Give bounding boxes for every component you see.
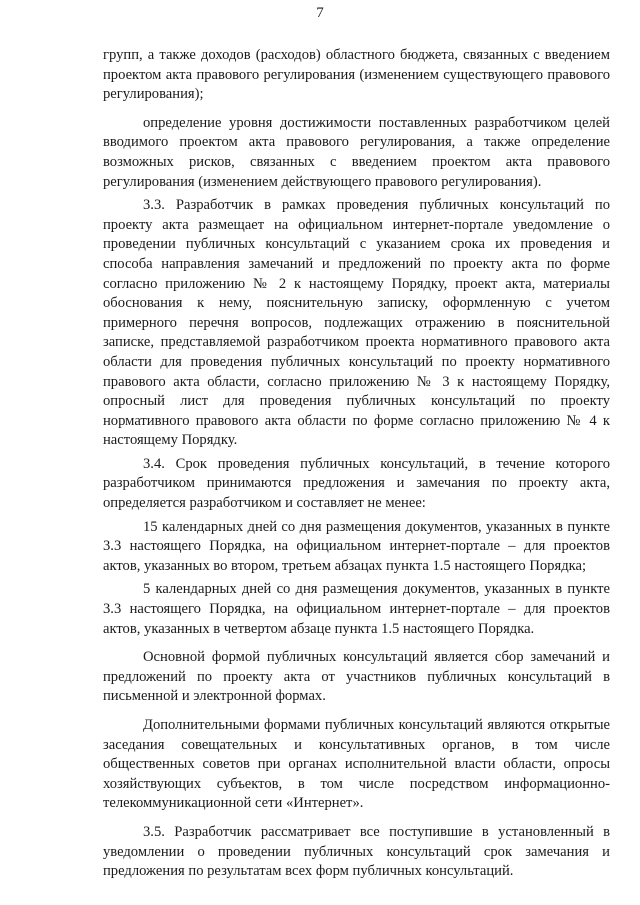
- document-body: [103, 46, 610, 882]
- paragraph-5-days: 5 календарных дней со дня размещения документов, указанных в пункте 3.3 настоящего Порядка, на официальном интернет-портале – для проектов актов, указанных в четвертом абзаце пункта 1.5 настоящего Порядка.: [103, 581, 610, 637]
- paragraph-15-days: 15 календарных дней со дня размещения документов, указанных в пункте 3.3 настоящего Порядка, на официальном интернет-портале – для проектов актов, указанных во втором, третьем абзацах пункта 1.5 настоящего Порядка;: [103, 518, 610, 574]
- paragraph-continuation: групп, а также доходов (расходов) областного бюджета, связанных с введением проектом акта правового регулирования (изменением существующего правового регулирования);: [103, 47, 610, 103]
- paragraph-3-4: 3.4. Срок проведения публичных консультаций, в течение которого разработчиком принимаются предложения и замечания по проекту акта, определяется разработчиком и составляет не менее:: [103, 455, 610, 512]
- paragraph-3-3: 3.3. Разработчик в рамках проведения публичных консультаций по проекту акта размещает на официальном интернет-портале уведомление о проведении публичных консультаций с указанием срока их проведения и способа направления замечаний и предложений по проекту акта по форме согласно приложению № 2 к настоящему Порядку, проект акта, материалы обоснования к нему, пояснительную записку, оформленную с учетом примерного перечня вопросов, подлежащих отражению в пояснительной записке, представляемой разработчиком проекта нормативного правового акта области для проведения публичных консультаций по проекту нормативного правового акта области, согласно приложению № 3 к настоящему Порядку, опросный лист для проведения публичных консультаций по проекту нормативного правового акта области по форме согласно приложению № 4 к настоящему Порядку.: [103, 197, 610, 449]
- paragraph-main-form: Основной формой публичных консультаций является сбор замечаний и предложений по проекту акта от участников публичных консультаций в письменной и электронной формах.: [103, 649, 610, 705]
- paragraph-additional-forms: Дополнительными формами публичных консультаций являются открытые заседания совещательных и консультативных органов, в том числе общественных советов при органах исполнительной власти области, опросы хозяйствующих субъектов, в том числе посредством информационно-телекоммуникационной сети «Интернет».: [103, 717, 610, 812]
- paragraph-3-5: 3.5. Разработчик рассматривает все поступившие в установленный в уведомлении о проведении публичных консультаций срок замечания и предложения по результатам всех форм публичных консультаций.: [103, 823, 610, 880]
- page-number: 7: [316, 5, 324, 21]
- paragraph-goal-achievability: определение уровня достижимости поставленных разработчиком целей вводимого проектом акта правового регулирования, а также определение возможных рисков, связанных с введением проектом акта правового регулирования (изменением действующего правового регулирования).: [103, 114, 610, 190]
